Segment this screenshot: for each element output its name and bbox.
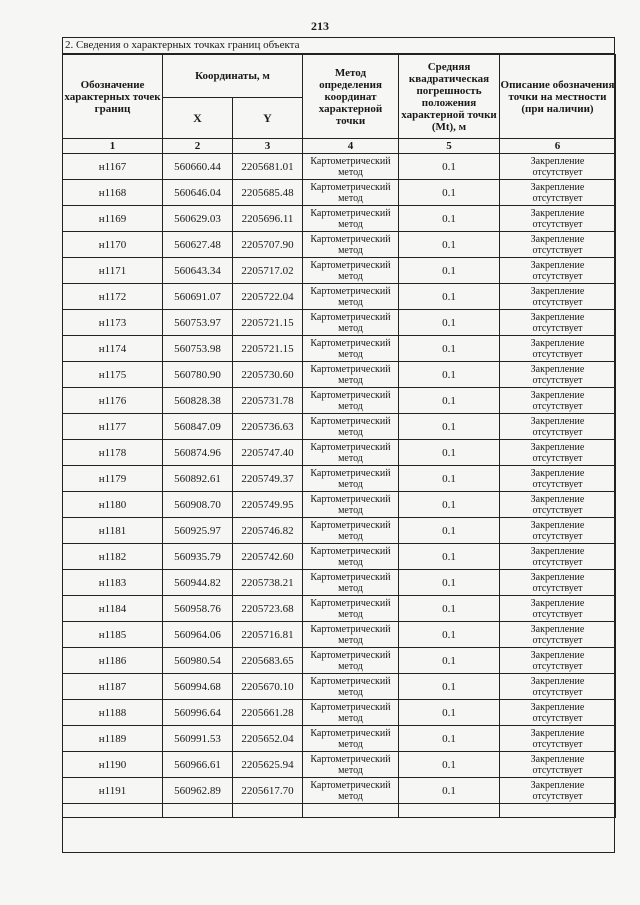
error-value: 0.1 — [399, 570, 500, 596]
error-value: 0.1 — [399, 440, 500, 466]
method-text: метод — [338, 504, 363, 516]
point-id: н1170 — [63, 232, 163, 258]
method-text: Картометрический — [310, 753, 391, 765]
error-value: 0.1 — [399, 778, 500, 804]
description-text: Закрепление — [530, 701, 585, 713]
point-id: н1188 — [63, 700, 163, 726]
coord-x: 560994.68 — [163, 674, 233, 700]
method-cell — [303, 414, 399, 440]
column-number: 4 — [303, 139, 399, 154]
method-text: метод — [338, 452, 363, 464]
description-cell — [500, 570, 616, 596]
point-id: н1167 — [63, 154, 163, 180]
description-text: отсутствует — [532, 348, 583, 360]
table-row — [63, 258, 616, 284]
description-cell — [500, 180, 616, 206]
description-text: отсутствует — [532, 608, 583, 620]
coord-y: 2205738.21 — [233, 570, 303, 596]
description-text: Закрепление — [530, 623, 585, 635]
method-text: Картометрический — [310, 207, 391, 219]
error-value: 0.1 — [399, 206, 500, 232]
coord-x: 560944.82 — [163, 570, 233, 596]
coord-x: 560996.64 — [163, 700, 233, 726]
point-id: н1180 — [63, 492, 163, 518]
method-text: метод — [338, 270, 363, 282]
coord-x: 560925.97 — [163, 518, 233, 544]
coord-y: 2205721.15 — [233, 336, 303, 362]
method-text: метод — [338, 478, 363, 490]
method-text: Картометрический — [310, 597, 391, 609]
description-text: отсутствует — [532, 270, 583, 282]
description-cell — [500, 284, 616, 310]
coord-x: 560874.96 — [163, 440, 233, 466]
header-y: Y — [233, 98, 303, 139]
method-cell — [303, 388, 399, 414]
table-row — [63, 752, 616, 778]
table-row — [63, 440, 616, 466]
point-id: н1174 — [63, 336, 163, 362]
error-value: 0.1 — [399, 544, 500, 570]
description-text: Закрепление — [530, 779, 585, 791]
method-text: Картометрический — [310, 779, 391, 791]
point-id: н1186 — [63, 648, 163, 674]
table-row — [63, 180, 616, 206]
error-value: 0.1 — [399, 232, 500, 258]
table-row — [63, 726, 616, 752]
method-cell — [303, 726, 399, 752]
method-cell — [303, 336, 399, 362]
description-cell — [500, 362, 616, 388]
point-id: н1181 — [63, 518, 163, 544]
table-row — [63, 518, 616, 544]
description-text: Закрепление — [530, 571, 585, 583]
column-number: 5 — [399, 139, 500, 154]
table-row — [63, 596, 616, 622]
description-text: отсутствует — [532, 166, 583, 178]
coord-y: 2205736.63 — [233, 414, 303, 440]
description-cell — [500, 414, 616, 440]
description-cell — [500, 544, 616, 570]
description-text: Закрепление — [530, 363, 585, 375]
coord-x: 560643.34 — [163, 258, 233, 284]
description-text: Закрепление — [530, 259, 585, 271]
method-cell — [303, 674, 399, 700]
error-value: 0.1 — [399, 648, 500, 674]
method-text: метод — [338, 244, 363, 256]
description-cell — [500, 388, 616, 414]
method-text: метод — [338, 348, 363, 360]
method-text: Картометрический — [310, 285, 391, 297]
point-id: н1176 — [63, 388, 163, 414]
coord-y: 2205625.94 — [233, 752, 303, 778]
description-cell — [500, 440, 616, 466]
description-text: отсутствует — [532, 244, 583, 256]
error-value: 0.1 — [399, 752, 500, 778]
description-cell — [500, 518, 616, 544]
description-cell — [500, 336, 616, 362]
header-x: X — [163, 98, 233, 139]
method-cell — [303, 700, 399, 726]
method-cell — [303, 466, 399, 492]
point-id: н1190 — [63, 752, 163, 778]
description-text: отсутствует — [532, 374, 583, 386]
error-value: 0.1 — [399, 674, 500, 700]
method-cell — [303, 778, 399, 804]
method-cell — [303, 752, 399, 778]
description-cell — [500, 258, 616, 284]
description-cell — [500, 752, 616, 778]
method-cell — [303, 648, 399, 674]
point-id: н1171 — [63, 258, 163, 284]
coord-y: 2205722.04 — [233, 284, 303, 310]
method-text: Картометрический — [310, 623, 391, 635]
description-text: Закрепление — [530, 467, 585, 479]
description-text: Закрепление — [530, 597, 585, 609]
description-text: отсутствует — [532, 712, 583, 724]
error-value: 0.1 — [399, 622, 500, 648]
method-cell — [303, 544, 399, 570]
method-text: Картометрический — [310, 467, 391, 479]
table-row — [63, 232, 616, 258]
method-text: Картометрический — [310, 181, 391, 193]
point-id: н1173 — [63, 310, 163, 336]
description-cell — [500, 206, 616, 232]
table-row — [63, 154, 616, 180]
coord-x: 560753.98 — [163, 336, 233, 362]
method-text: метод — [338, 556, 363, 568]
point-id: н1169 — [63, 206, 163, 232]
table-row — [63, 466, 616, 492]
method-text: метод — [338, 686, 363, 698]
method-text: Картометрический — [310, 363, 391, 375]
coord-y: 2205652.04 — [233, 726, 303, 752]
error-value: 0.1 — [399, 284, 500, 310]
point-id: н1191 — [63, 778, 163, 804]
coord-y: 2205683.65 — [233, 648, 303, 674]
coord-y: 2205707.90 — [233, 232, 303, 258]
error-value: 0.1 — [399, 180, 500, 206]
method-text: Картометрический — [310, 493, 391, 505]
method-text: Картометрический — [310, 519, 391, 531]
description-text: отсутствует — [532, 764, 583, 776]
coord-y: 2205670.10 — [233, 674, 303, 700]
coord-x: 560847.09 — [163, 414, 233, 440]
error-value: 0.1 — [399, 310, 500, 336]
description-text: Закрепление — [530, 285, 585, 297]
method-text: метод — [338, 790, 363, 802]
method-cell — [303, 492, 399, 518]
method-cell — [303, 180, 399, 206]
coord-x: 560780.90 — [163, 362, 233, 388]
method-cell — [303, 232, 399, 258]
table-row — [63, 700, 616, 726]
description-cell — [500, 466, 616, 492]
coord-y: 2205747.40 — [233, 440, 303, 466]
column-number: 2 — [163, 139, 233, 154]
coord-x: 560627.48 — [163, 232, 233, 258]
coord-x: 560828.38 — [163, 388, 233, 414]
description-text: Закрепление — [530, 311, 585, 323]
method-text: метод — [338, 192, 363, 204]
coord-x: 560962.89 — [163, 778, 233, 804]
description-cell — [500, 596, 616, 622]
method-text: Картометрический — [310, 701, 391, 713]
error-value: 0.1 — [399, 596, 500, 622]
coord-y: 2205717.02 — [233, 258, 303, 284]
table-row — [63, 674, 616, 700]
description-text: Закрепление — [530, 493, 585, 505]
method-text: метод — [338, 322, 363, 334]
description-text: Закрепление — [530, 389, 585, 401]
method-cell — [303, 570, 399, 596]
method-text: Картометрический — [310, 545, 391, 557]
method-text: метод — [338, 374, 363, 386]
table-row — [63, 492, 616, 518]
description-cell — [500, 700, 616, 726]
method-cell — [303, 284, 399, 310]
description-cell — [500, 232, 616, 258]
table-row — [63, 622, 616, 648]
coord-x: 560892.61 — [163, 466, 233, 492]
description-text: Закрепление — [530, 441, 585, 453]
description-text: отсутствует — [532, 556, 583, 568]
method-text: Картометрический — [310, 571, 391, 583]
table-row — [63, 544, 616, 570]
method-cell — [303, 362, 399, 388]
table-row — [63, 284, 616, 310]
table-row — [63, 388, 616, 414]
description-text: Закрепление — [530, 753, 585, 765]
method-text: метод — [338, 218, 363, 230]
method-text: Картометрический — [310, 259, 391, 271]
point-id: н1179 — [63, 466, 163, 492]
coord-y: 2205730.60 — [233, 362, 303, 388]
description-text: Закрепление — [530, 233, 585, 245]
method-text: метод — [338, 634, 363, 646]
coord-x: 560958.76 — [163, 596, 233, 622]
method-cell — [303, 206, 399, 232]
method-cell — [303, 440, 399, 466]
error-value: 0.1 — [399, 362, 500, 388]
error-value: 0.1 — [399, 466, 500, 492]
coord-x: 560660.44 — [163, 154, 233, 180]
method-cell — [303, 258, 399, 284]
table-row — [63, 336, 616, 362]
method-text: метод — [338, 426, 363, 438]
description-text: Закрепление — [530, 337, 585, 349]
description-text: Закрепление — [530, 727, 585, 739]
method-cell — [303, 518, 399, 544]
table-row — [63, 414, 616, 440]
method-text: метод — [338, 530, 363, 542]
description-text: Закрепление — [530, 415, 585, 427]
method-text: метод — [338, 582, 363, 594]
method-cell — [303, 622, 399, 648]
coord-x: 560753.97 — [163, 310, 233, 336]
description-text: Закрепление — [530, 649, 585, 661]
description-text: Закрепление — [530, 207, 585, 219]
method-cell — [303, 154, 399, 180]
method-text: Картометрический — [310, 311, 391, 323]
coord-y: 2205731.78 — [233, 388, 303, 414]
method-cell — [303, 310, 399, 336]
column-number: 6 — [500, 139, 616, 154]
coord-y: 2205746.82 — [233, 518, 303, 544]
coord-x: 560991.53 — [163, 726, 233, 752]
coord-y: 2205681.01 — [233, 154, 303, 180]
error-value: 0.1 — [399, 258, 500, 284]
error-value: 0.1 — [399, 700, 500, 726]
point-id: н1183 — [63, 570, 163, 596]
header-error: Средняя квадратическая погрешность положения характерной точки (Mt), м — [399, 55, 500, 139]
description-cell — [500, 154, 616, 180]
method-text: метод — [338, 608, 363, 620]
coord-x: 560980.54 — [163, 648, 233, 674]
coord-y: 2205661.28 — [233, 700, 303, 726]
error-value: 0.1 — [399, 414, 500, 440]
header-coordinates: Координаты, м — [163, 55, 303, 98]
description-text: отсутствует — [532, 452, 583, 464]
table-row — [63, 310, 616, 336]
section-title: 2. Сведения о характерных точках границ объекта — [62, 37, 615, 54]
page-number: 213 — [311, 19, 329, 33]
method-text: метод — [338, 400, 363, 412]
description-text: Закрепление — [530, 519, 585, 531]
point-id: н1177 — [63, 414, 163, 440]
description-text: отсутствует — [532, 738, 583, 750]
point-id: н1187 — [63, 674, 163, 700]
description-text: Закрепление — [530, 181, 585, 193]
description-text: Закрепление — [530, 545, 585, 557]
description-cell — [500, 622, 616, 648]
description-cell — [500, 648, 616, 674]
description-text: Закрепление — [530, 675, 585, 687]
table-row — [63, 362, 616, 388]
error-value: 0.1 — [399, 492, 500, 518]
description-text: отсутствует — [532, 478, 583, 490]
point-id: н1178 — [63, 440, 163, 466]
description-text: отсутствует — [532, 582, 583, 594]
error-value: 0.1 — [399, 336, 500, 362]
description-cell — [500, 778, 616, 804]
description-text: отсутствует — [532, 400, 583, 412]
method-text: Картометрический — [310, 675, 391, 687]
description-text: отсутствует — [532, 192, 583, 204]
error-value: 0.1 — [399, 388, 500, 414]
description-text: отсутствует — [532, 322, 583, 334]
column-number: 1 — [63, 139, 163, 154]
point-id: н1185 — [63, 622, 163, 648]
table-row — [63, 648, 616, 674]
error-value: 0.1 — [399, 518, 500, 544]
point-id: н1172 — [63, 284, 163, 310]
description-text: отсутствует — [532, 660, 583, 672]
table-row — [63, 570, 616, 596]
error-value: 0.1 — [399, 726, 500, 752]
coord-y: 2205742.60 — [233, 544, 303, 570]
coord-y: 2205716.81 — [233, 622, 303, 648]
method-text: метод — [338, 764, 363, 776]
description-text: отсутствует — [532, 296, 583, 308]
coord-y: 2205617.70 — [233, 778, 303, 804]
point-id: н1175 — [63, 362, 163, 388]
method-text: метод — [338, 660, 363, 672]
point-id: н1184 — [63, 596, 163, 622]
coord-y: 2205696.11 — [233, 206, 303, 232]
boundary-points-table — [62, 54, 616, 818]
method-text: метод — [338, 296, 363, 308]
table-row — [63, 206, 616, 232]
coord-x: 560629.03 — [163, 206, 233, 232]
empty-row — [63, 804, 616, 818]
method-text: Картометрический — [310, 415, 391, 427]
header-description: Описание обозначения точки на местности (при наличии) — [500, 55, 616, 139]
description-text: отсутствует — [532, 218, 583, 230]
description-text: отсутствует — [532, 504, 583, 516]
method-text: Картометрический — [310, 233, 391, 245]
coord-y: 2205721.15 — [233, 310, 303, 336]
description-cell — [500, 674, 616, 700]
method-text: метод — [338, 712, 363, 724]
coord-y: 2205723.68 — [233, 596, 303, 622]
description-text: отсутствует — [532, 634, 583, 646]
coord-x: 560908.70 — [163, 492, 233, 518]
description-cell — [500, 310, 616, 336]
description-text: отсутствует — [532, 790, 583, 802]
method-text: метод — [338, 738, 363, 750]
description-text: Закрепление — [530, 155, 585, 167]
column-number-row — [63, 139, 616, 154]
coord-x: 560966.61 — [163, 752, 233, 778]
description-text: отсутствует — [532, 686, 583, 698]
error-value: 0.1 — [399, 154, 500, 180]
description-text: отсутствует — [532, 530, 583, 542]
method-cell — [303, 596, 399, 622]
header-method: Метод определения координат характерной точки — [303, 55, 399, 139]
coord-x: 560935.79 — [163, 544, 233, 570]
description-cell — [500, 726, 616, 752]
method-text: Картометрический — [310, 649, 391, 661]
point-id: н1168 — [63, 180, 163, 206]
coord-x: 560964.06 — [163, 622, 233, 648]
coord-x: 560646.04 — [163, 180, 233, 206]
coord-y: 2205749.37 — [233, 466, 303, 492]
coord-y: 2205749.95 — [233, 492, 303, 518]
point-id: н1189 — [63, 726, 163, 752]
header-point: Обозначение характерных точек границ — [63, 55, 163, 139]
method-text: Картометрический — [310, 389, 391, 401]
method-text: метод — [338, 166, 363, 178]
method-text: Картометрический — [310, 155, 391, 167]
column-number: 3 — [233, 139, 303, 154]
description-cell — [500, 492, 616, 518]
coord-y: 2205685.48 — [233, 180, 303, 206]
point-id: н1182 — [63, 544, 163, 570]
method-text: Картометрический — [310, 337, 391, 349]
description-text: отсутствует — [532, 426, 583, 438]
coord-x: 560691.07 — [163, 284, 233, 310]
method-text: Картометрический — [310, 441, 391, 453]
method-text: Картометрический — [310, 727, 391, 739]
table-row — [63, 778, 616, 804]
